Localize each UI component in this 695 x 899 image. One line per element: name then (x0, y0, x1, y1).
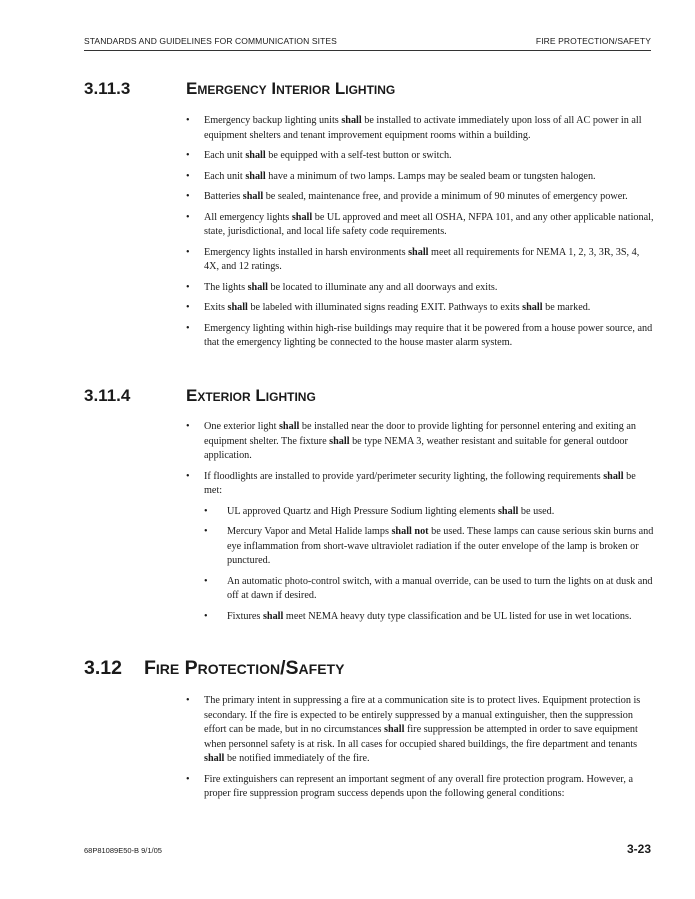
list-item: • Each unit shall be equipped with a self-test button or switch. (186, 149, 654, 164)
list-item: • The lights shall be located to illuminate any and all doorways and exits. (186, 281, 654, 296)
list-item: • Emergency lights installed in harsh environments shall meet all requirements for NEMA 1, 2, 3, 3R, 3S, 4, 4X, and 12 ratings. (186, 246, 654, 275)
section-number: 3.11.4 (84, 386, 131, 405)
page-number: 3-23 (626, 842, 651, 856)
section-title: Fire Protection/Safety (144, 657, 345, 679)
exterior-lighting-list (186, 420, 654, 630)
list-item: • Emergency backup lighting units shall be installed to activate immediately upon loss of all AC power in all equipment shelters and tenant improvement equipment rooms within a building. (186, 114, 654, 143)
section-heading-3-11-4 (84, 386, 644, 408)
header-rule (84, 50, 651, 51)
list-item: • Exits shall be labeled with illuminated signs reading EXIT. Pathways to exits shall be marked. (186, 301, 654, 316)
header-document-title: STANDARDS AND GUIDELINES FOR COMMUNICATION SITES (84, 36, 337, 46)
sub-list-item: • Mercury Vapor and Metal Halide lamps shall not be used. These lamps can cause serious skin burns and eye inflammation from short-wave ultraviolet radiation if the outer envelope of the lamp is broken or punctured. (204, 525, 654, 569)
sub-list-item: • Fixtures shall meet NEMA heavy duty type classification and be UL listed for use in wet locations. (204, 610, 654, 625)
list-item: • All emergency lights shall be UL approved and meet all OSHA, NFPA 101, and any other applicable national, state, jurisdictional, and local life safety code requirements. (186, 211, 654, 240)
floodlight-requirements-list (204, 505, 654, 625)
header-chapter-title: FIRE PROTECTION/SAFETY (535, 36, 651, 46)
sub-list-item: • An automatic photo-control switch, with a manual override, can be used to turn the lights on at dusk and off at dawn if desired. (204, 575, 654, 604)
list-item: • If floodlights are installed to provide yard/perimeter security lighting, the following requirements shall be met: • UL approved Quartz and High Pressure Sodium lighting elements shall be used. • Mercury Vapor and Metal Halide lamps shall not be used. These lamps can cause serious skin burns and eye inflammation from short-wave ultraviolet radiation if the outer envelope of the lamp is broken or punctured. • An automatic photo-control switch, with a manual override, can be used to turn the lights on at dusk and off at dawn if desired. • Fixtures shall meet NEMA heavy duty type classification and be UL listed for use in wet locations. (186, 470, 654, 625)
emergency-interior-lighting-list (186, 114, 654, 357)
section-title: Exterior Lighting (186, 386, 316, 405)
list-item: • Emergency lighting within high-rise buildings may require that it be powered from a house power source, and that the emergency lighting be connected to the house master alarm system. (186, 322, 654, 351)
list-item: • Each unit shall have a minimum of two lamps. Lamps may be sealed beam or tungsten halogen. (186, 170, 654, 185)
section-number: 3.11.3 (84, 79, 131, 98)
running-header (84, 36, 651, 50)
list-item: • Batteries shall be sealed, maintenance free, and provide a minimum of 90 minutes of emergency power. (186, 190, 654, 205)
section-heading-3-11-3 (84, 79, 644, 101)
sub-list-item: • UL approved Quartz and High Pressure Sodium lighting elements shall be used. (204, 505, 654, 520)
section-title: Emergency Interior Lighting (186, 79, 396, 98)
section-heading-3-12 (84, 657, 644, 683)
list-item: • Fire extinguishers can represent an important segment of any overall fire protection program. However, a proper fire suppression program success depends upon the following general conditions: (186, 773, 654, 802)
fire-protection-list (186, 694, 654, 808)
list-item: • One exterior light shall be installed near the door to provide lighting for personnel entering and exiting an equipment shelter. The fixture shall be type NEMA 3, weather resistant and suitable for general outdoor application. (186, 420, 654, 464)
list-item: • The primary intent in suppressing a fire at a communication site is to protect lives. Equipment protection is secondary. If the fire is expected to be entirely suppressed by a manual extinguisher, then the suppression effort can be made, but in no circumstances shall fire suppression be attempted in order to save equipment when personnel safety is at risk. In all cases for occupied shared buildings, the fire department and tenants shall be notified immediately of the fire. (186, 694, 654, 767)
section-number: 3.12 (84, 657, 122, 679)
footer-document-id: 68P81089E50-B 9/1/05 (84, 846, 162, 855)
